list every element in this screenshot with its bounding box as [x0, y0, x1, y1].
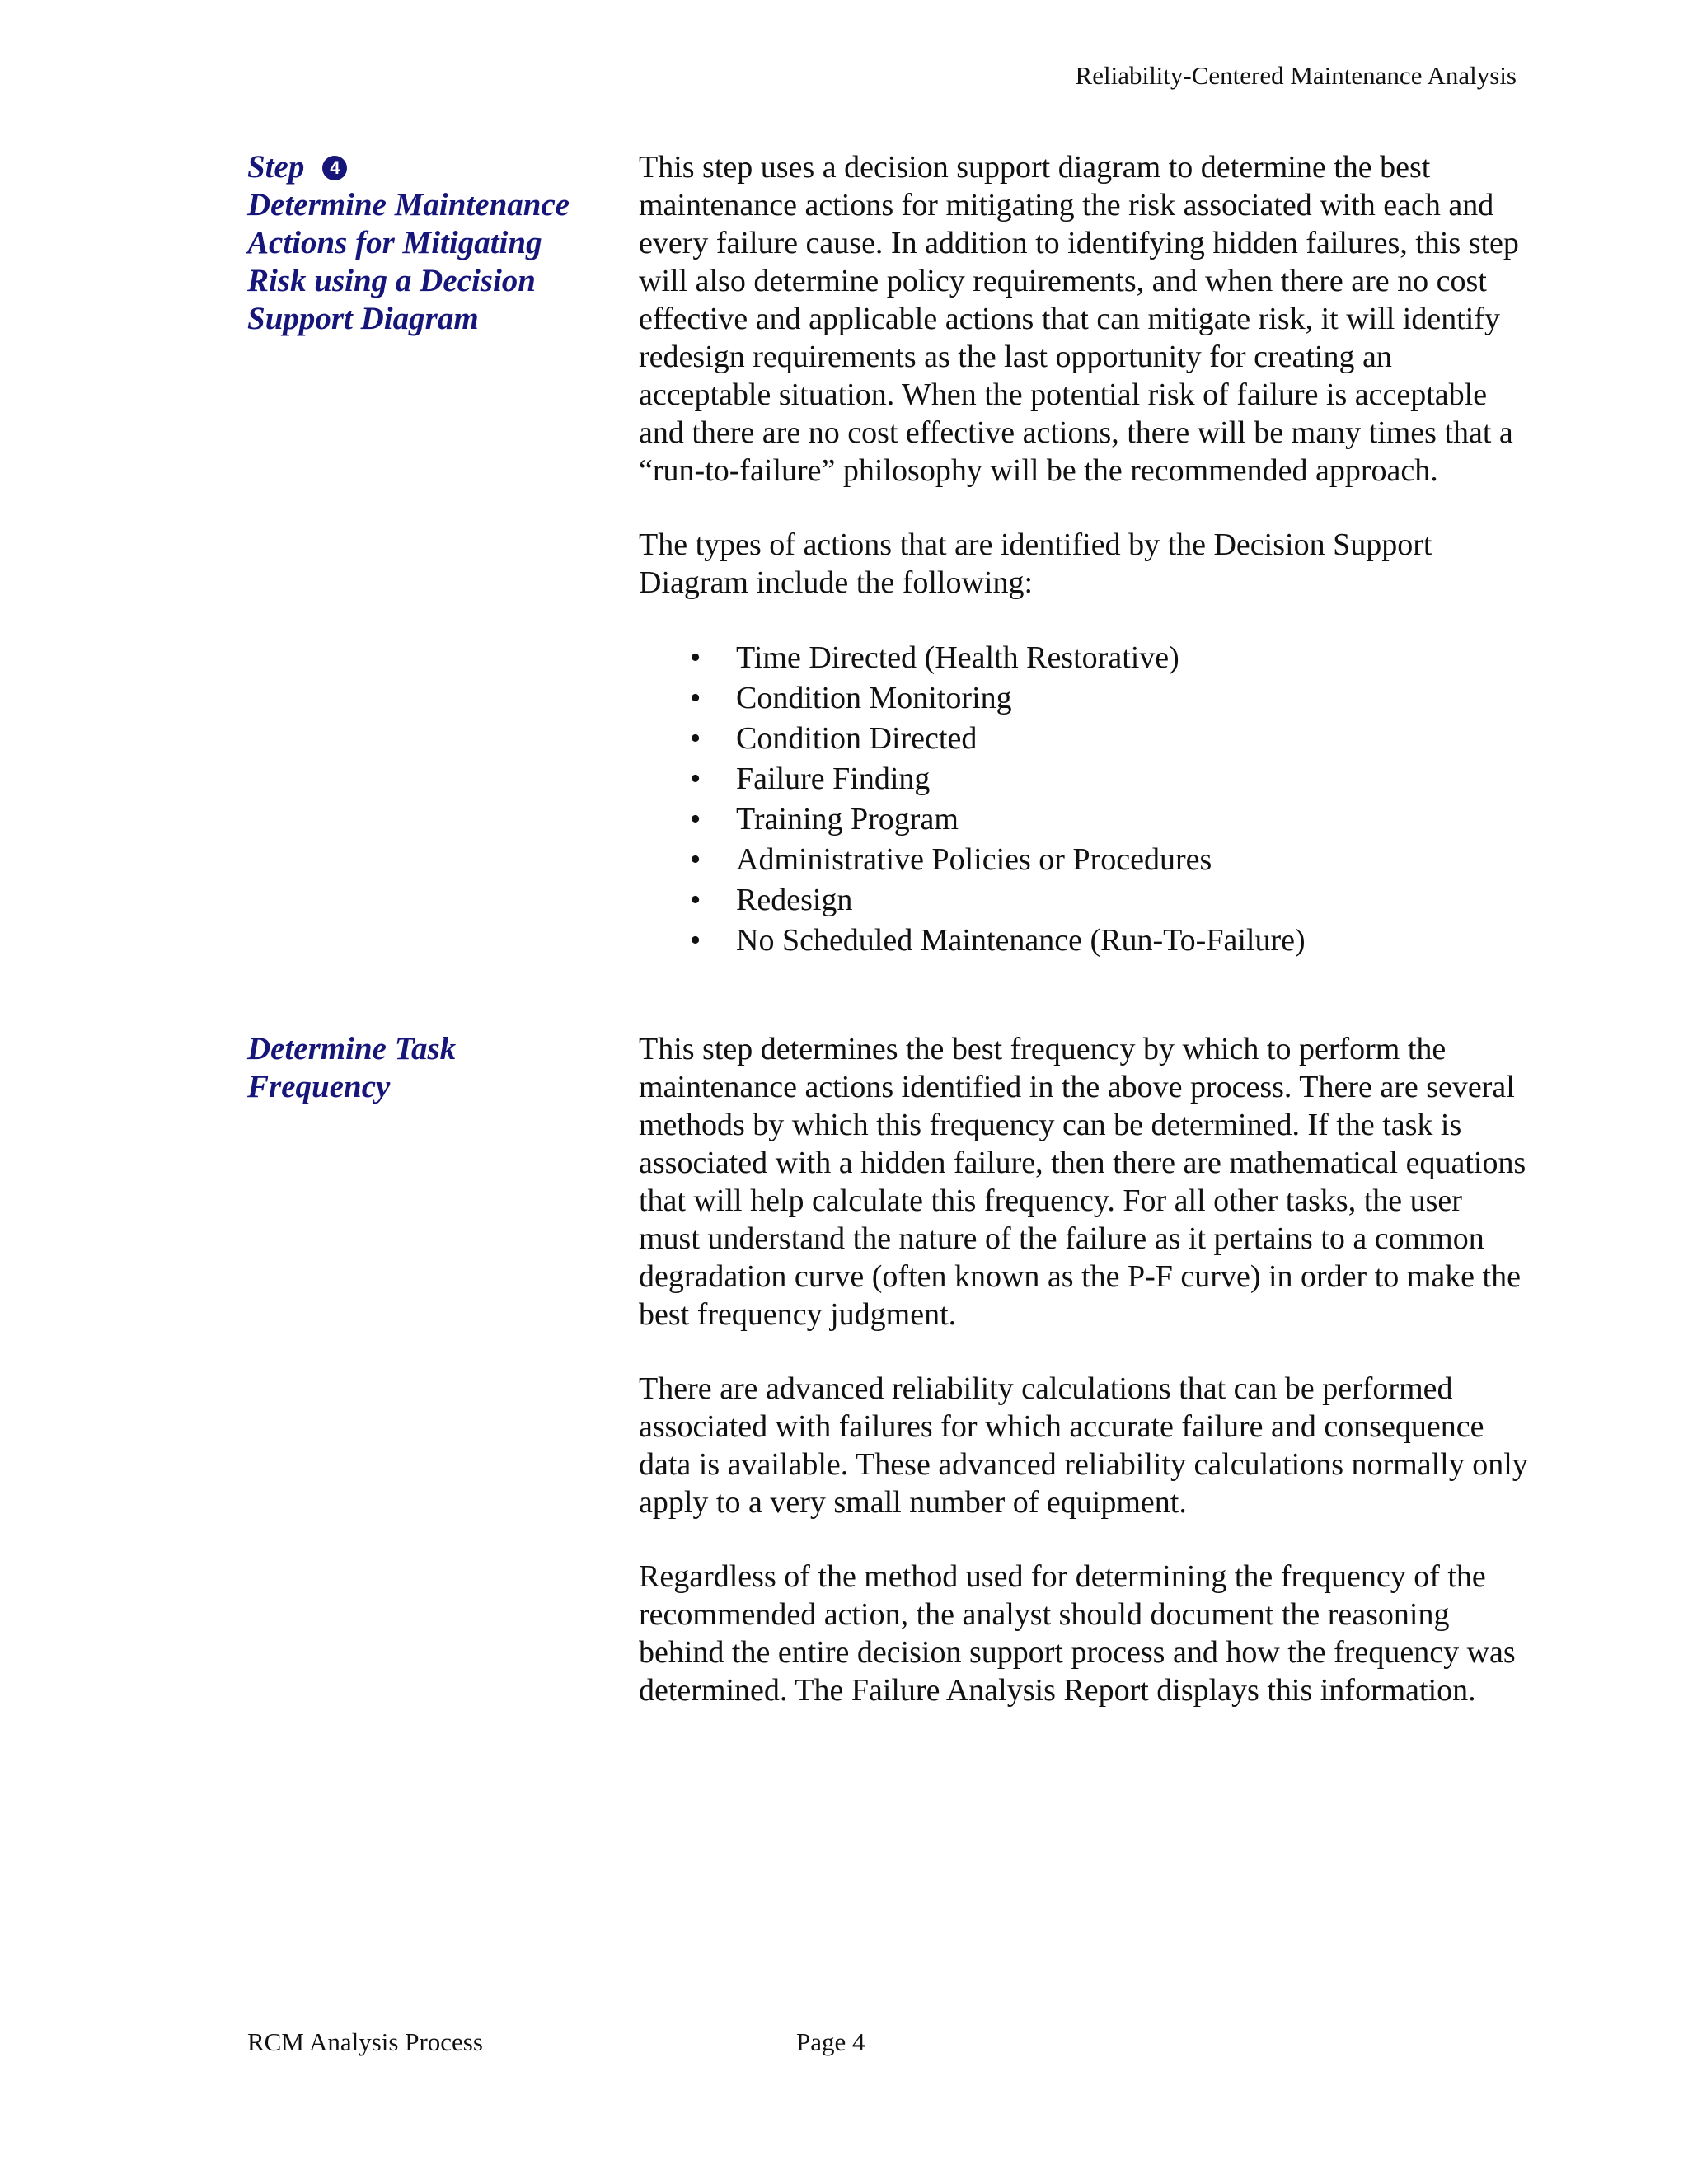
list-item-text: Failure Finding	[736, 762, 931, 796]
section1-paragraph-2: The types of actions that are identified by the Decision Support Diagram include the following:	[639, 527, 1432, 600]
list-item	[639, 880, 1529, 921]
section1-heading-line: Actions for Mitigating	[247, 225, 542, 260]
bullet-glyph: •	[690, 681, 701, 715]
bullet-glyph: •	[690, 640, 701, 675]
bullet-glyph: •	[690, 802, 701, 837]
list-item	[639, 678, 1529, 719]
bullet-glyph: •	[690, 883, 701, 917]
running-header: Reliability-Centered Maintenance Analysis	[1075, 61, 1517, 90]
section2-heading-line: Determine Task	[247, 1031, 457, 1066]
footer-document-title: RCM Analysis Process	[247, 2027, 483, 2056]
list-item	[639, 799, 1529, 840]
list-item-text: Training Program	[736, 802, 959, 837]
action-types-list	[639, 638, 1529, 961]
bullet-glyph: •	[690, 842, 701, 877]
list-item-text: Administrative Policies or Procedures	[736, 842, 1212, 877]
section2-body	[639, 1030, 1529, 1709]
section2-paragraph-2: There are advanced reliability calculations that can be performed associated with failures for which accurate failure and consequence data is available. These advanced reliability calculations normally only apply to a very small number of equipment.	[639, 1371, 1528, 1520]
section2-heading-line: Frequency	[247, 1069, 391, 1104]
list-item	[639, 719, 1529, 759]
list-item	[639, 759, 1529, 799]
list-item	[639, 840, 1529, 880]
section1-heading-line: Determine Maintenance	[247, 187, 570, 223]
list-item	[639, 638, 1529, 678]
list-item	[639, 921, 1529, 961]
section1-heading	[247, 148, 618, 338]
section2-heading	[247, 1030, 618, 1106]
list-item-text: Time Directed (Health Restorative)	[736, 640, 1179, 675]
section1-body	[639, 148, 1529, 961]
step-label: Step	[247, 149, 305, 185]
list-item-text: Redesign	[736, 883, 853, 917]
bullet-glyph: •	[690, 923, 701, 958]
section1-paragraph-1: This step uses a decision support diagram to determine the best maintenance actions for mitigating the risk associated with each and every failure cause. In addition to identifying hidden failures, this step will also determine policy requirements, and when there are no cost effective and applicable actions that can mitigate risk, it will identify redesign requirements as the last opportunity for creating an acceptable situation. When the potential risk of failure is acceptable and there are no cost effective actions, there will be many times that a “run-to-failure” philosophy will be the recommended approach.	[639, 150, 1519, 488]
list-item-text: Condition Directed	[736, 721, 978, 756]
list-item-text: Condition Monitoring	[736, 681, 1012, 715]
bullet-glyph: •	[690, 721, 701, 756]
list-item-text: No Scheduled Maintenance (Run-To-Failure)	[736, 923, 1306, 958]
section2-paragraph-3: Regardless of the method used for determining the frequency of the recommended action, the analyst should document the reasoning behind the entire decision support process and how the frequency was determined. The Failure Analysis Report displays this information.	[639, 1559, 1516, 1708]
step-number-badge: 4	[322, 156, 347, 180]
section1-heading-line: Risk using a Decision	[247, 263, 536, 298]
section2-paragraph-1: This step determines the best frequency by which to perform the maintenance actions identified in the above process. There are several methods by which this frequency can be determined. If the task is associated with a hidden failure, then there are mathematical equations that will help calculate this frequency. For all other tasks, the user must understand the nature of the failure as it pertains to a common degradation curve (often known as the P-F curve) in order to make the best frequency judgment.	[639, 1032, 1526, 1332]
step-line	[247, 148, 618, 186]
bullet-glyph: •	[690, 762, 701, 796]
section1-heading-line: Support Diagram	[247, 301, 479, 336]
page-number: Page 4	[796, 2027, 865, 2056]
